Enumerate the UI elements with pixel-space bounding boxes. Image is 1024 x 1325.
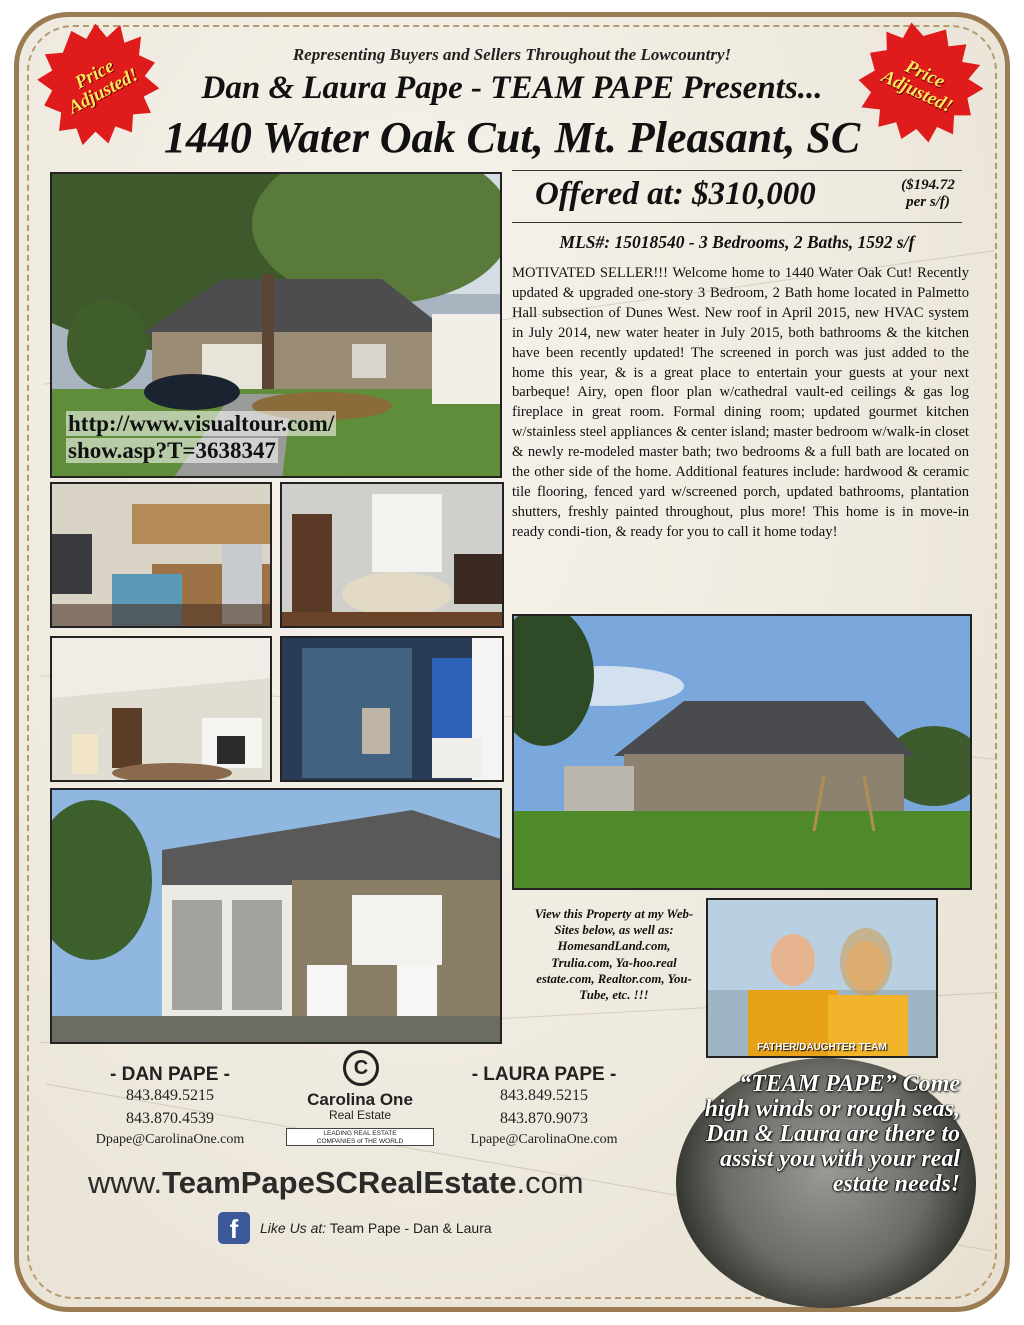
- property-address: 1440 Water Oak Cut, Mt. Pleasant, SC: [163, 113, 861, 162]
- tagline: Representing Buyers and Sellers Throughout the Lowcountry!: [292, 45, 732, 64]
- leading-line1: LEADING REAL ESTATE: [323, 1130, 397, 1137]
- carolina-one-logo-mark: C: [343, 1050, 379, 1086]
- tour-url-line1[interactable]: http://www.visualtour.com/: [68, 411, 335, 436]
- agent-laura-phone1[interactable]: 843.849.5215: [500, 1087, 588, 1104]
- presenter-heading: Dan & Laura Pape - TEAM PAPE Presents...: [201, 70, 823, 106]
- tour-url-line2[interactable]: show.asp?T=3638347: [68, 438, 277, 463]
- facebook-like-text[interactable]: [260, 1220, 492, 1236]
- agent-dan-phone1[interactable]: 843.849.5215: [126, 1087, 214, 1104]
- dining-room-photo: [280, 482, 504, 628]
- website-main: TeamPapeSCRealEstate: [162, 1165, 517, 1200]
- website-suffix: .com: [516, 1165, 584, 1200]
- facebook-icon[interactable]: f: [218, 1212, 250, 1244]
- front-exterior-photo: [50, 172, 502, 478]
- agent-laura-phone2[interactable]: 843.870.9073: [500, 1110, 588, 1127]
- per-sf-line1: ($194.72: [901, 177, 955, 193]
- price-per-sqft: [878, 177, 978, 211]
- agent-laura-email[interactable]: Lpape@CarolinaOne.com: [470, 1132, 618, 1147]
- screened-porch-photo: [50, 788, 502, 1044]
- leading-line2: COMPANIES of THE WORLD: [316, 1137, 404, 1145]
- team-photo: [706, 898, 938, 1058]
- backyard-photo: [512, 614, 972, 890]
- team-photo-caption: FATHER/DAUGHTER TEAM: [757, 1042, 887, 1053]
- per-sf-line2: per s/f): [906, 194, 950, 210]
- agent-dan-email[interactable]: Dpape@CarolinaOne.com: [95, 1132, 245, 1147]
- website-prefix: www.: [88, 1165, 163, 1200]
- price-adjusted-text-left: Price Adjusted!: [64, 55, 142, 119]
- brokerage-name: Carolina One: [307, 1090, 413, 1109]
- agent-dan-name: - DAN PAPE -: [110, 1064, 230, 1085]
- team-website[interactable]: [88, 1165, 584, 1201]
- property-description: MOTIVATED SELLER!!! Welcome home to 1440 Water Oak Cut! Recently updated & upgraded one-story 3 Bedroom, 2 Bath home located in Palmetto Hall subsection of Dunes West. New roof in April 2015, new HVAC system in July 2014, new water heater in July 2015, both bathrooms & the kitchen have been recently updated! The screened in porch was just added to the home this year, & is a great place to entertain your guests at your next barbeque! Airy, open floor plan w/cathedral vault-ed ceilings & gas log fireplace in great room. Formal dining room; updated gourmet kitchen w/stainless steel appliances & center island; master bedroom w/walk-in closet & newly re-modeled master bath; two bedrooms & a full bath are located on the other side of the home. Additional features include: hardwood & ceramic tile flooring, fenced yard w/screened porch, updated bathrooms, plantation shutters, freshly painted throughout, plus more! This home is in move-in ready condi-tion, & ready for you to call it home today!: [512, 265, 969, 540]
- virtual-tour-link[interactable]: [66, 410, 336, 464]
- offered-price: Offered at: $310,000: [535, 176, 816, 212]
- view-property-note: View this Property at my Web-Sites below, as well as: HomesandLand.com, Trulia.com, Ya-hoo.real estate.com, Realtor.com, You-Tube, etc. !!!: [534, 907, 694, 1003]
- price-rule-top: [512, 170, 962, 171]
- kitchen-photo: [50, 482, 272, 628]
- price-adjusted-text-right: Price Adjusted!: [878, 56, 956, 118]
- agent-dan-phone2[interactable]: 843.870.4539: [126, 1110, 214, 1127]
- price-rule-bottom: [512, 222, 962, 223]
- mls-summary: MLS#: 15018540 - 3 Bedrooms, 2 Baths, 1592 s/f: [559, 232, 915, 252]
- like-name: Team Pape - Dan & Laura: [329, 1220, 492, 1236]
- like-prefix: Like Us at:: [260, 1220, 327, 1236]
- bathroom-photo: [280, 636, 504, 782]
- brokerage-sub: Real Estate: [328, 1108, 392, 1122]
- leading-companies-badge: [286, 1128, 434, 1146]
- team-slogan: “TEAM PAPE” Come high winds or rough seas, Dan & Laura are there to assist you with your real estate needs!: [704, 1071, 960, 1197]
- great-room-photo: [50, 636, 272, 782]
- agent-laura-name: - LAURA PAPE -: [471, 1064, 617, 1085]
